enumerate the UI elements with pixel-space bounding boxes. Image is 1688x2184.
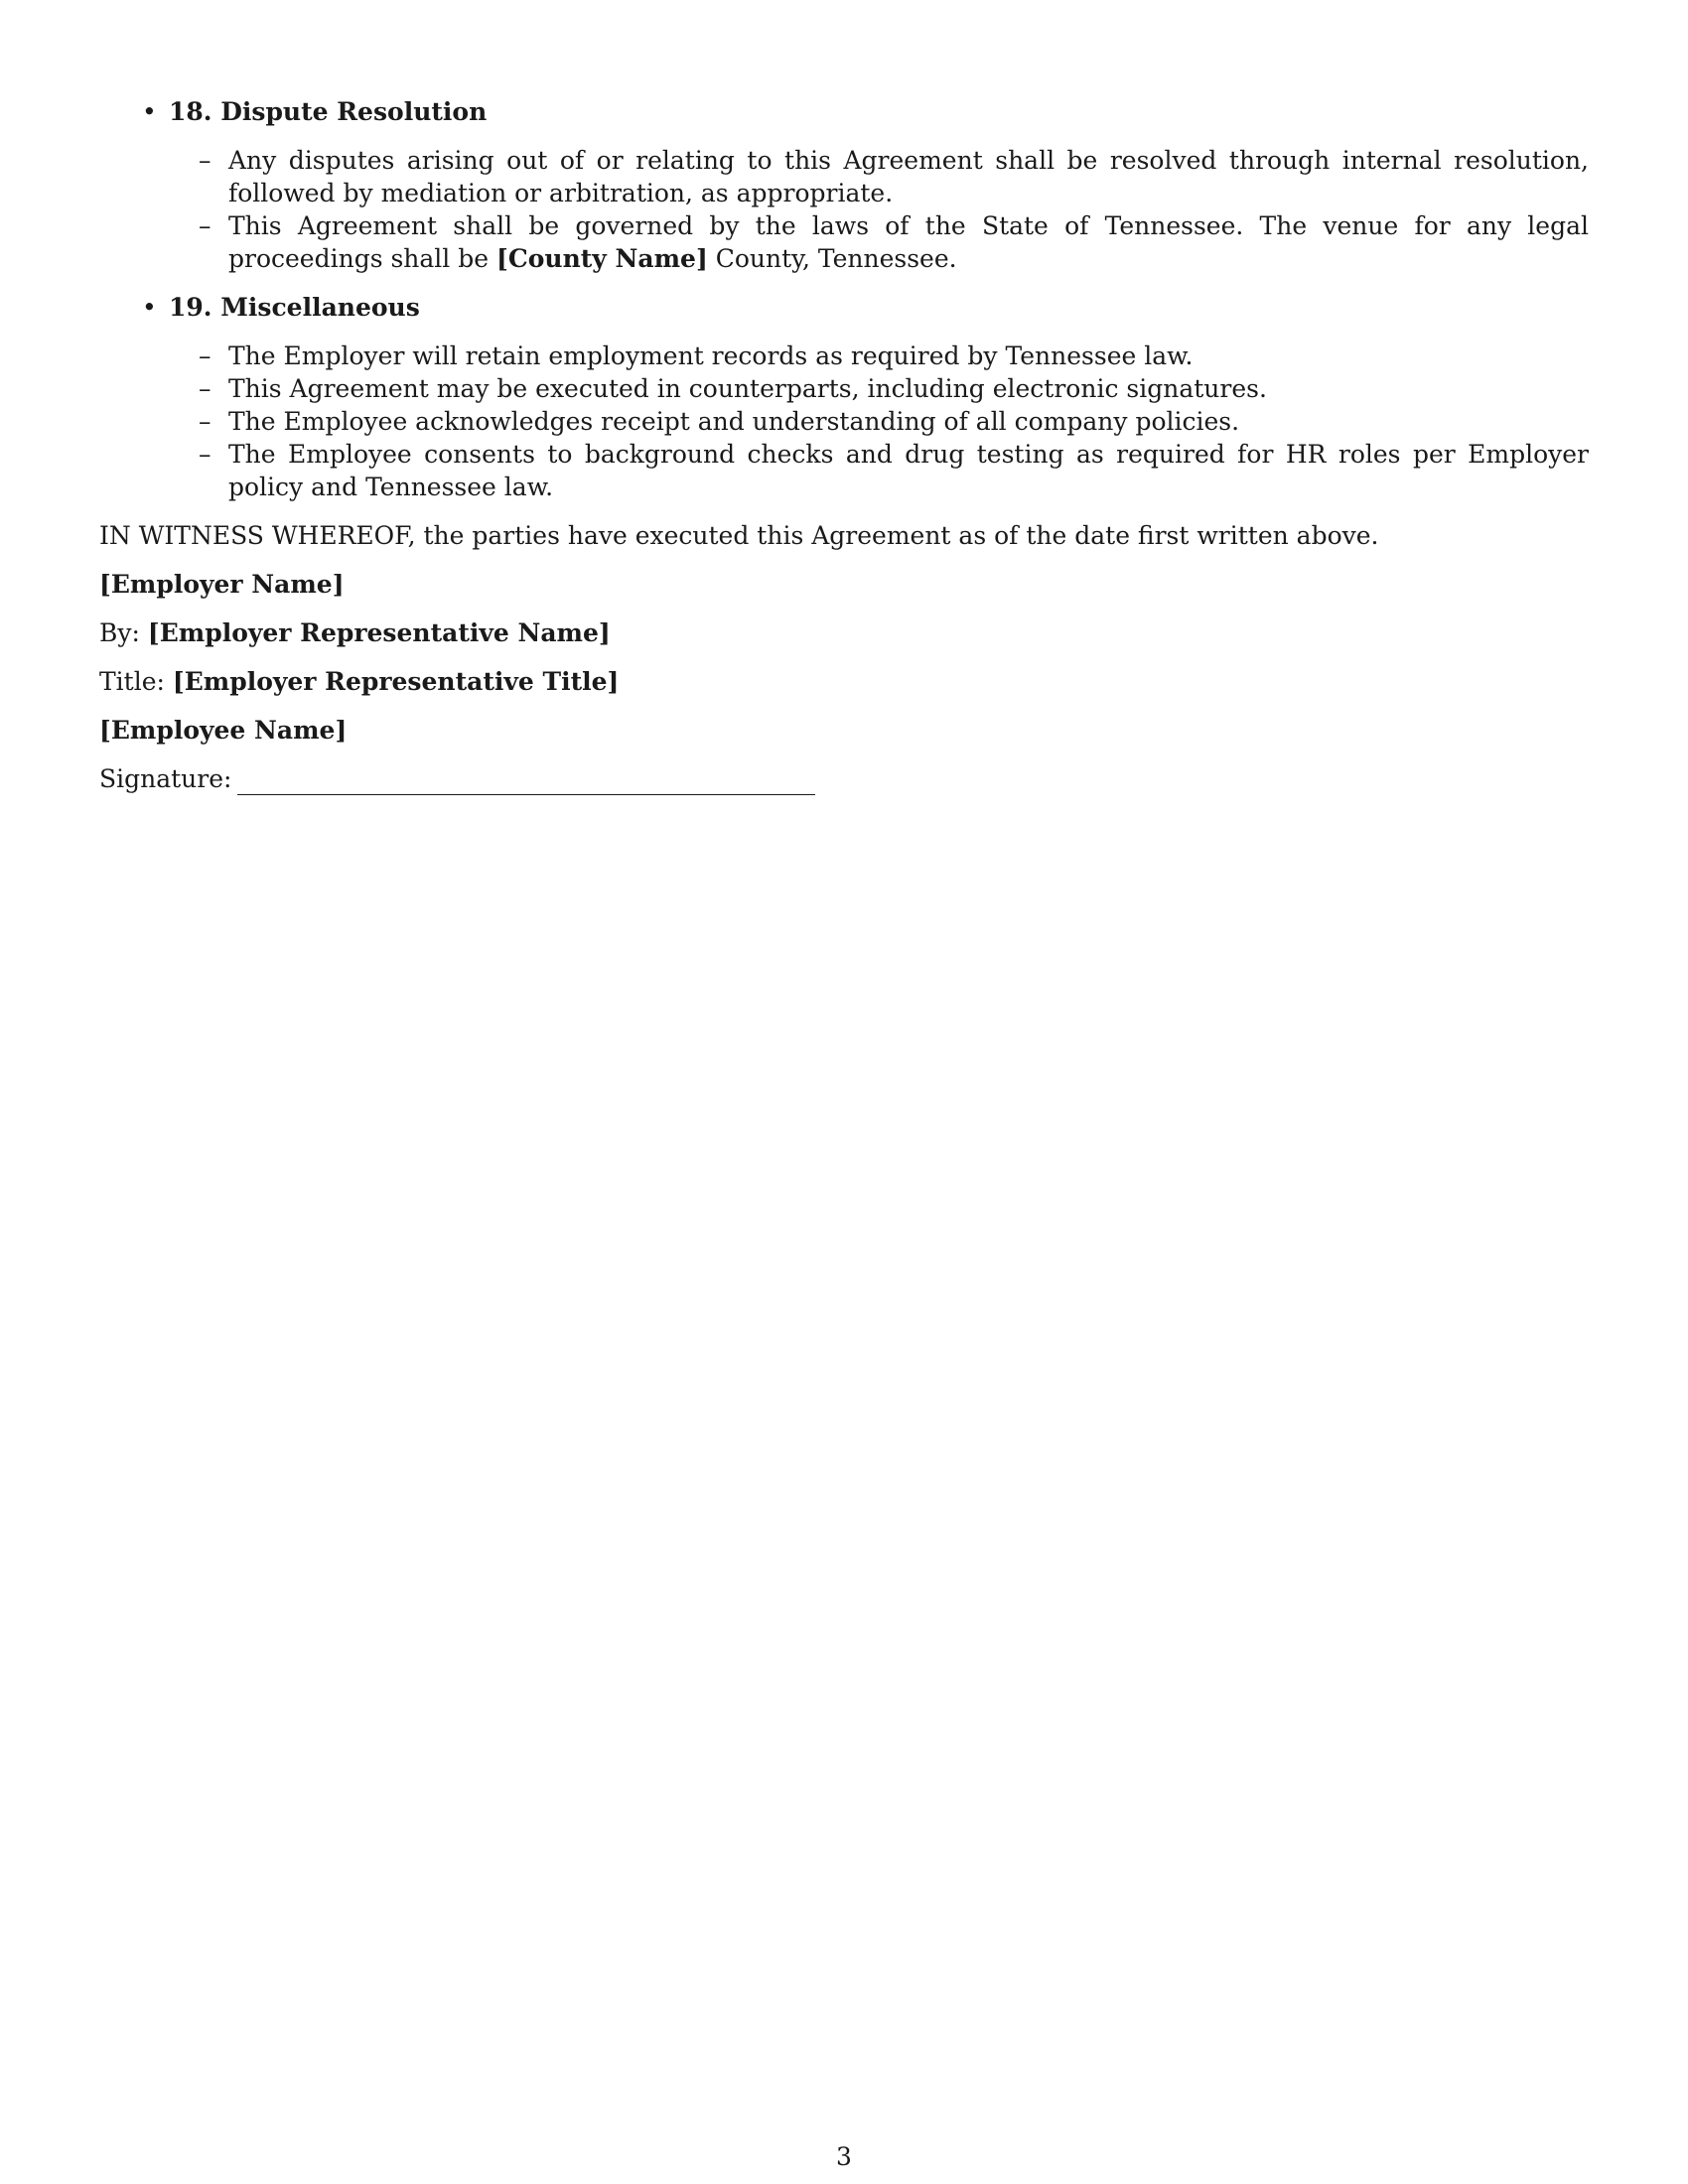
list-item-text: The Employee acknowledges receipt and understanding of all company policies. [228, 407, 1240, 436]
signature-line [99, 762, 1589, 795]
employer-rep-title: [Employer Representative Title] [172, 667, 620, 696]
by-label: By: [99, 618, 140, 647]
list-item [199, 209, 1589, 275]
list-item-text: The Employee consents to background checks and drug testing as required for HR roles per Employer policy and Tennessee law. [228, 440, 1589, 501]
section-heading-text: 18. Dispute Resolution [169, 97, 488, 126]
list-item [199, 405, 1589, 438]
section-heading-text: 19. Miscellaneous [169, 293, 420, 322]
bullet-icon: • [142, 97, 157, 126]
list-item-text: Any disputes arising out of or relating to this Agreement shall be resolved through internal resolution, followed by mediation or arbitration, as appropriate. [228, 146, 1589, 207]
section-heading [142, 95, 1589, 128]
witness-paragraph: IN WITNESS WHEREOF, the parties have executed this Agreement as of the date first written above. [99, 521, 1379, 550]
document-page [99, 95, 1589, 811]
employer-name: [Employer Name] [99, 570, 345, 599]
signature-blank[interactable] [237, 767, 815, 795]
list-item-text-before: This Agreement shall be governed by the laws of the State of Tennessee. The venue for any legal proceedings shall be [228, 211, 1589, 273]
dash-icon: – [199, 407, 211, 436]
list-item-text: This Agreement may be executed in counterparts, including electronic signatures. [228, 374, 1267, 403]
dash-icon: – [199, 341, 211, 370]
signature-label: Signature: [99, 764, 232, 793]
section-miscellaneous [142, 291, 1589, 503]
list-item-text: The Employer will retain employment records as required by Tennessee law. [228, 341, 1194, 370]
dash-icon: – [199, 146, 211, 175]
list-item-text-after: County, Tennessee. [707, 244, 957, 273]
title-label: Title: [99, 667, 165, 696]
employee-name: [Employee Name] [99, 716, 348, 745]
employer-rep-name: [Employer Representative Name] [147, 618, 611, 647]
dash-icon: – [199, 374, 211, 403]
bullet-icon: • [142, 293, 157, 322]
section-dispute-resolution [142, 95, 1589, 275]
employer-rep-line [99, 616, 1589, 649]
list-item [199, 144, 1589, 209]
list-item [199, 372, 1589, 405]
dash-icon: – [199, 211, 211, 240]
list-item [199, 340, 1589, 372]
dash-icon: – [199, 440, 211, 469]
county-placeholder: [County Name] [496, 244, 708, 273]
page-number: 3 [836, 2142, 852, 2171]
section-heading [142, 291, 1589, 324]
list-item [199, 438, 1589, 503]
employer-title-line [99, 665, 1589, 698]
